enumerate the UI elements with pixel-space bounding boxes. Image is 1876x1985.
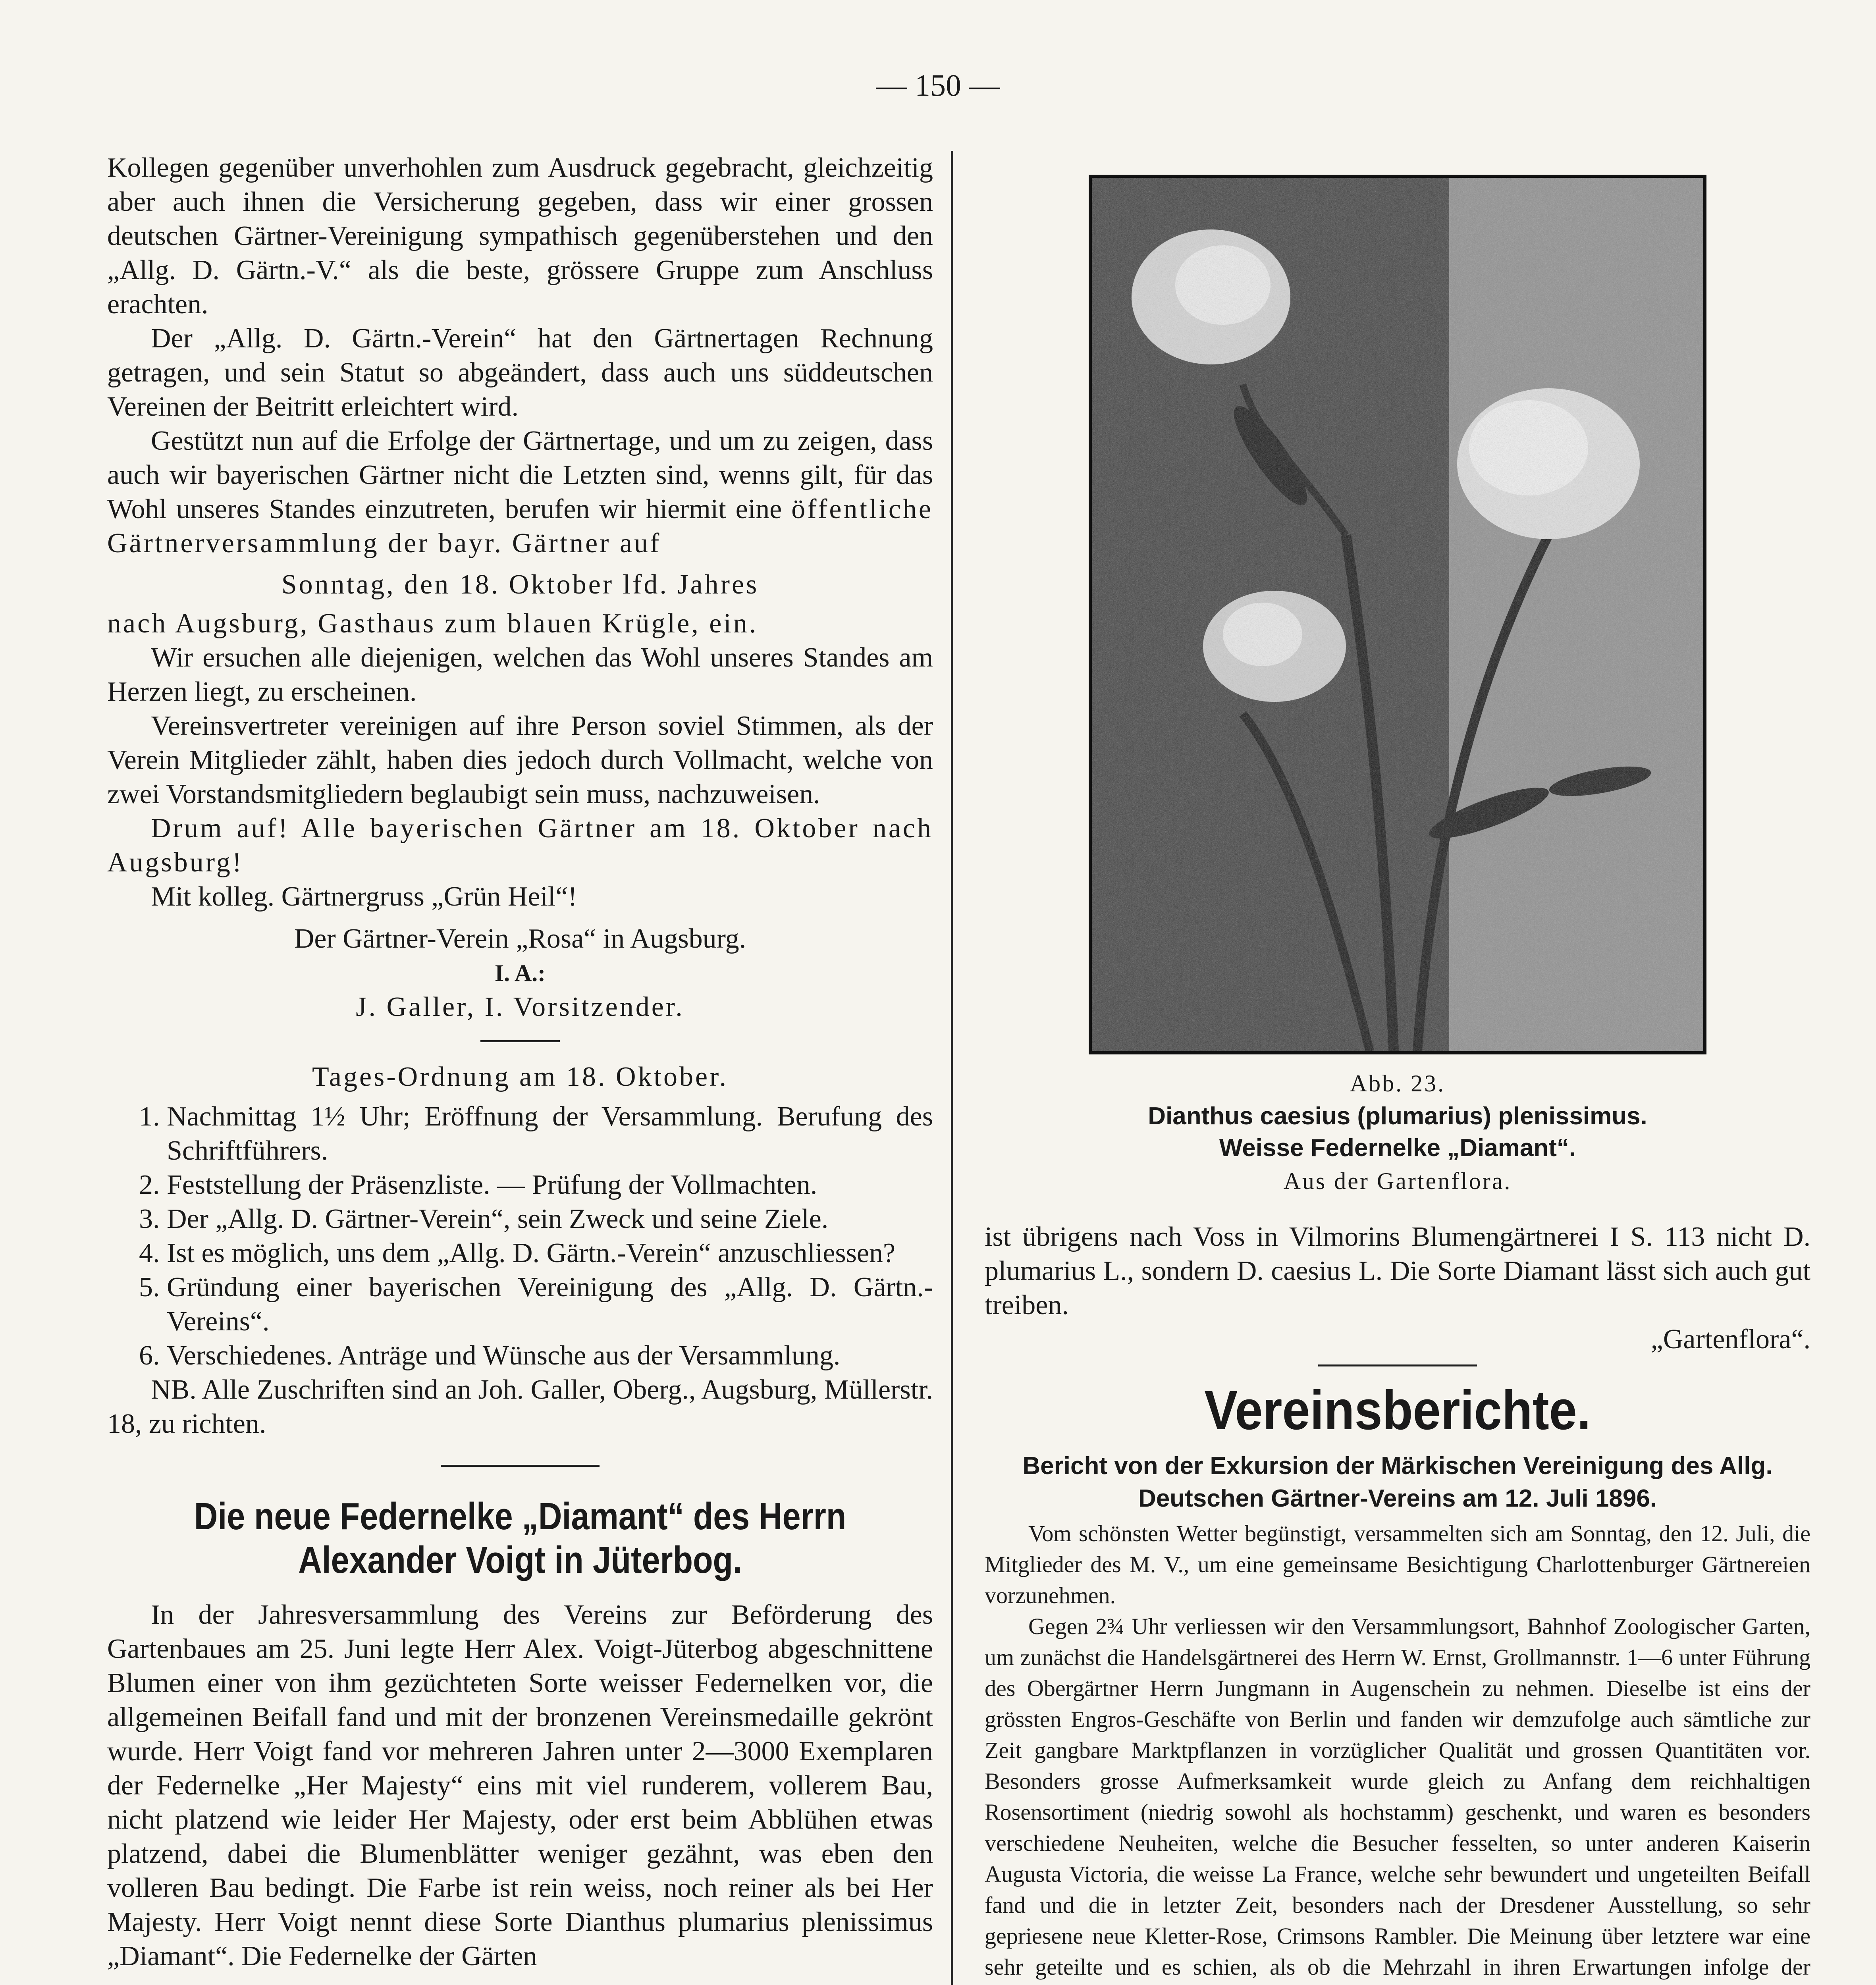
carnation-illustration — [1089, 175, 1706, 1054]
article-title: Die neue Federnelke „Diamant“ des Herrn Alexander Voigt in Jüterbog. — [194, 1495, 846, 1581]
divider — [441, 1465, 600, 1467]
greeting: Mit kolleg. Gärtnergruss „Grün Heil“! — [151, 881, 577, 912]
paragraph: Vereinsvertreter vereinigen auf ihre Person soviel Stimmen, als der Verein Mitglieder zählt, haben dies jedoch durch Vollmacht, welche von zwei Vorstandsmitgliedern beglaubigt sein muss, nachzuweisen. — [107, 711, 933, 809]
signature-ia: I. A.: — [494, 960, 546, 986]
article-body: In der Jahresversammlung des Vereins zur Beförderung des Gartenbaues am 25. Juni legte Herr Alex. Voigt-Jüterbog abgeschnittene Blumen einer von ihm gezüchteten Sorte weisser Federnelken vor, die allgemeinen Beifall fand und mit der bronzenen Vereinsmedaille gekrönt wurde. Herr Voigt fand vor mehreren Jahren unter 2—3000 Exemplaren der Federnelke „Her Majesty“ eins mit viel runderem, vollerem Bau, nicht platzend wie leider Her Majesty, oder erst beim Abblühen etwas platzend, dabei die Blumenblätter weniger gezähnt, was eben den volleren Bau bedingt. Die Farbe ist rein weiss, noch reiner als bei Her Majesty. Herr Voigt nennt diese Sorte Dianthus plumarius plenissimus „Diamant“. Die Federnelke der Gärten — [107, 1600, 933, 1972]
agenda-list — [107, 1100, 933, 1373]
paragraph: Wir ersuchen alle diejenigen, welchen das Wohl unseres Standes am Herzen liegt, zu erscheinen. — [107, 642, 933, 707]
agenda-item: 6. Verschiedenes. Anträge und Wünsche aus der Versammlung. — [167, 1339, 933, 1373]
nb-note: NB. Alle Zuschriften sind an Joh. Galler, Oberg., Augsburg, Müllerstr. 18, zu richten. — [107, 1374, 933, 1439]
divider — [1318, 1364, 1477, 1366]
paragraph: Der „Allg. D. Gärtn.-Verein“ hat den Gärtnertagen Rechnung getragen, und sein Statut so abgeändert, dass auch uns süddeutschen Vereinen der Beitritt erleichtert wird. — [107, 323, 933, 422]
meeting-place: nach Augsburg, Gasthaus zum blauen Krügle, ein. — [107, 608, 758, 639]
right-column — [985, 151, 1810, 1985]
agenda-item: 1. Nachmittag 1½ Uhr; Eröffnung der Versammlung. Berufung des Schriftführers. — [167, 1100, 933, 1168]
report-title: Bericht von der Exkursion der Märkischen Vereinigung des Allg. Deutschen Gärtner-Vereins am 12. Juli 1896. — [1022, 1452, 1773, 1512]
paragraph: ist übrigens nach Voss in Vilmorins Blumengärtnerei I S. 113 nicht D. plumarius L., sondern D. caesius L. Die Sorte Diamant lässt sich auch gut treiben. — [985, 1222, 1810, 1320]
column-rule — [951, 151, 953, 1985]
figure-source: Aus der Gartenflora. — [1283, 1168, 1512, 1194]
meeting-date: Sonntag, den 18. Oktober lfd. Jahres — [281, 569, 759, 600]
agenda-item: 2. Feststellung der Präsenzliste. — Prüfung der Vollmachten. — [167, 1168, 933, 1202]
divider — [480, 1040, 560, 1042]
report-paragraph: Vom schönsten Wetter begünstigt, versammelten sich am Sonntag, den 12. Juli, die Mitglieder des M. V., um eine gemeinsame Besichtigung Charlottenburger Gärtnereien vorzunehmen. — [985, 1521, 1810, 1608]
report-paragraph: Gegen 2¾ Uhr verliessen wir den Versammlungsort, Bahnhof Zoologischer Garten, um zunächst die Handelsgärtnerei des Herrn W. Ernst, Grollmannstr. 1—6 unter Führung des Obergärtner Herrn Jungmann in Augenschein zu nehmen. Dieselbe ist eins der grössten Engros-Geschäfte von Berlin und fanden wir demzufolge auch sämtliche zur Zeit gangbare Marktpflanzen in vorzüglicher Qualität und grossen Quantitäten vor. Besonders grosse Aufmerksamkeit wurde gleich zu Anfang dem reichhaltigen Rosensortiment (niedrig sowohl als hochstamm) geschenkt, und waren es besonders verschiedene Neuheiten, welche die Besucher fesselten, so unter anderen Kaiserin Augusta Victoria, die weisse La France, welche sehr bewundert und ungeteilten Beifall fand und die in letzter Zeit, besonders nach der Dresdener Ausstellung, so sehr gepriesene neue Kletter-Rose, Crimsons Rambler. Die Meinung über letztere war eine sehr geteilte und es schien, als ob die Mehrzahl in ihren Erwartungen infolge der — [985, 1613, 1810, 1980]
section-title: Vereinsberichte. — [1204, 1379, 1591, 1441]
paragraph: Kollegen gegenüber unverhohlen zum Ausdruck gegebracht, gleichzeitig aber auch ihnen die Versicherung gegeben, dass wir einer grossen deutschen Gärtner-Vereinigung sympathisch gegenüberstehen und den „Allg. D. Gärtn.-V.“ als die beste, grössere Gruppe zum Anschluss erachten. — [107, 152, 933, 320]
figure-caption: Weisse Federnelke „Diamant“. — [1219, 1134, 1576, 1162]
paragraph-text: Gestützt nun auf die Erfolge der Gärtnertage, und um zu zeigen, dass auch wir bayerischen Gärtner nicht die Letzten sind, wenns gilt, für das Wohl unseres Standes einzutreten, berufen wir hiermit eine — [107, 426, 933, 524]
flower-photo-graphic — [1092, 178, 1703, 1051]
signature-name: J. Galler, I. Vorsitzender. — [356, 992, 684, 1022]
agenda-item: 5. Gründung einer bayerischen Vereinigung des „Allg. D. Gärtn.-Vereins“. — [167, 1270, 933, 1339]
source-credit: „Gartenflora“. — [1650, 1324, 1810, 1355]
agenda-item: 4. Ist es möglich, uns dem „Allg. D. Gärtn.-Verein“ anzuschliessen? — [167, 1236, 933, 1270]
agenda-item: 3. Der „Allg. D. Gärtner-Verein“, sein Zweck und seine Ziele. — [167, 1202, 933, 1236]
paragraph: Drum auf! Alle bayerischen Gärtner am 18. Oktober nach Augsburg! — [107, 813, 933, 878]
paragraph — [107, 424, 933, 561]
agenda-title: Tages-Ordnung am 18. Oktober. — [312, 1062, 728, 1092]
figure-caption: Dianthus caesius (plumarius) plenissimus. — [1148, 1102, 1647, 1130]
left-column — [107, 151, 933, 1985]
signature-club: Der Gärtner-Verein „Rosa“ in Augsburg. — [294, 923, 746, 954]
emphasis-text: öffentliche Gärtnerversammlung der bayr. Gärtner auf — [107, 494, 933, 559]
figure-label: Abb. 23. — [1350, 1070, 1446, 1097]
page-number: — 150 — — [876, 68, 1000, 102]
